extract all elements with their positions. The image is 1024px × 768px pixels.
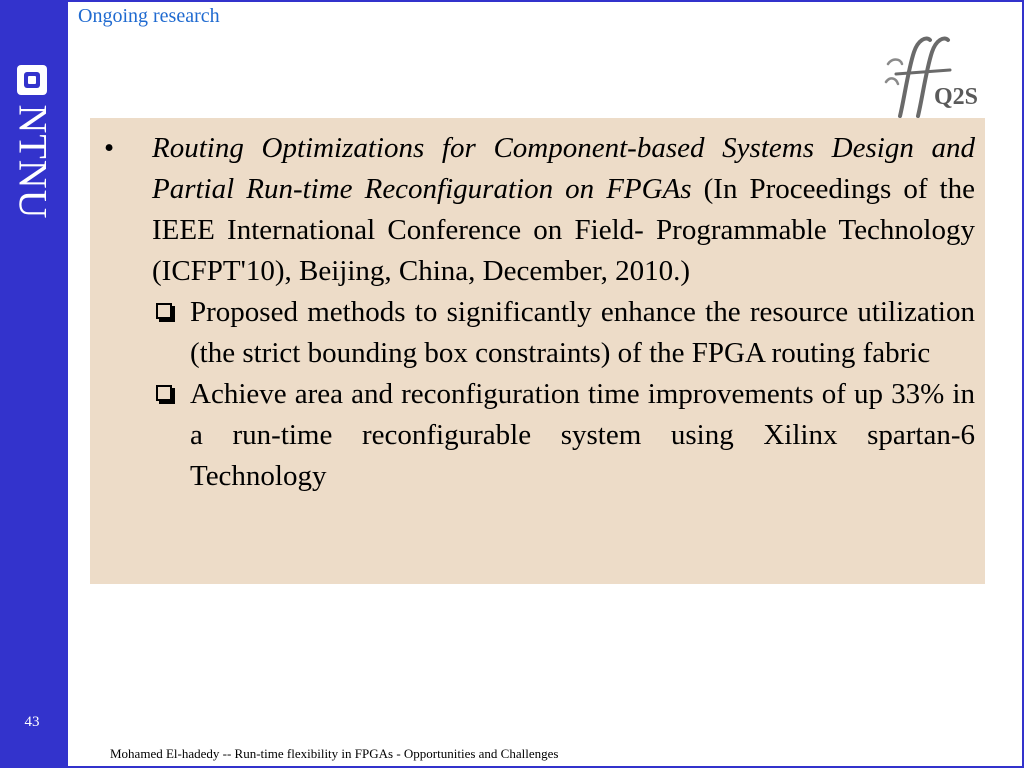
q2s-logo-text: Q2S <box>934 84 979 110</box>
ntnu-wordmark: NTNU <box>10 104 56 220</box>
section-title: Ongoing research <box>78 5 220 27</box>
ntnu-logo-icon <box>17 65 47 95</box>
publication-citation: (In Proceedings of the IEEE International Conference on Field- Programmable Technology (ICFPT'10), Beijing, China, December, 2010.) <box>152 173 975 287</box>
checkbox-bullet-icon <box>156 303 172 319</box>
sub-item-text: Achieve area and reconfiguration time improvements of up 33% in a run-time reconfigurable system using Xilinx spartan-6 Technology <box>190 378 975 492</box>
bullet-icon: • <box>104 132 115 164</box>
sub-item <box>190 374 975 497</box>
footer-text: Mohamed El-hadedy -- Run-time flexibility in FPGAs - Opportunities and Challenges <box>110 746 559 761</box>
sidebar <box>0 0 68 768</box>
sub-list <box>90 292 975 497</box>
publication-item <box>104 128 975 292</box>
checkbox-bullet-icon <box>156 385 172 401</box>
slide-number: 43 <box>24 714 40 730</box>
frame-border-top <box>68 0 1024 2</box>
sub-item-text: Proposed methods to significantly enhance the resource utilization (the strict bounding box constraints) of the FPGA routing fabric <box>190 296 975 369</box>
sub-item <box>190 292 975 374</box>
content-box <box>90 118 985 584</box>
publication-title: Routing Optimizations for Component-based Systems Design and Partial Run-time Reconfiguration on FPGAs <box>152 132 975 205</box>
q2s-logo-icon <box>874 30 989 120</box>
